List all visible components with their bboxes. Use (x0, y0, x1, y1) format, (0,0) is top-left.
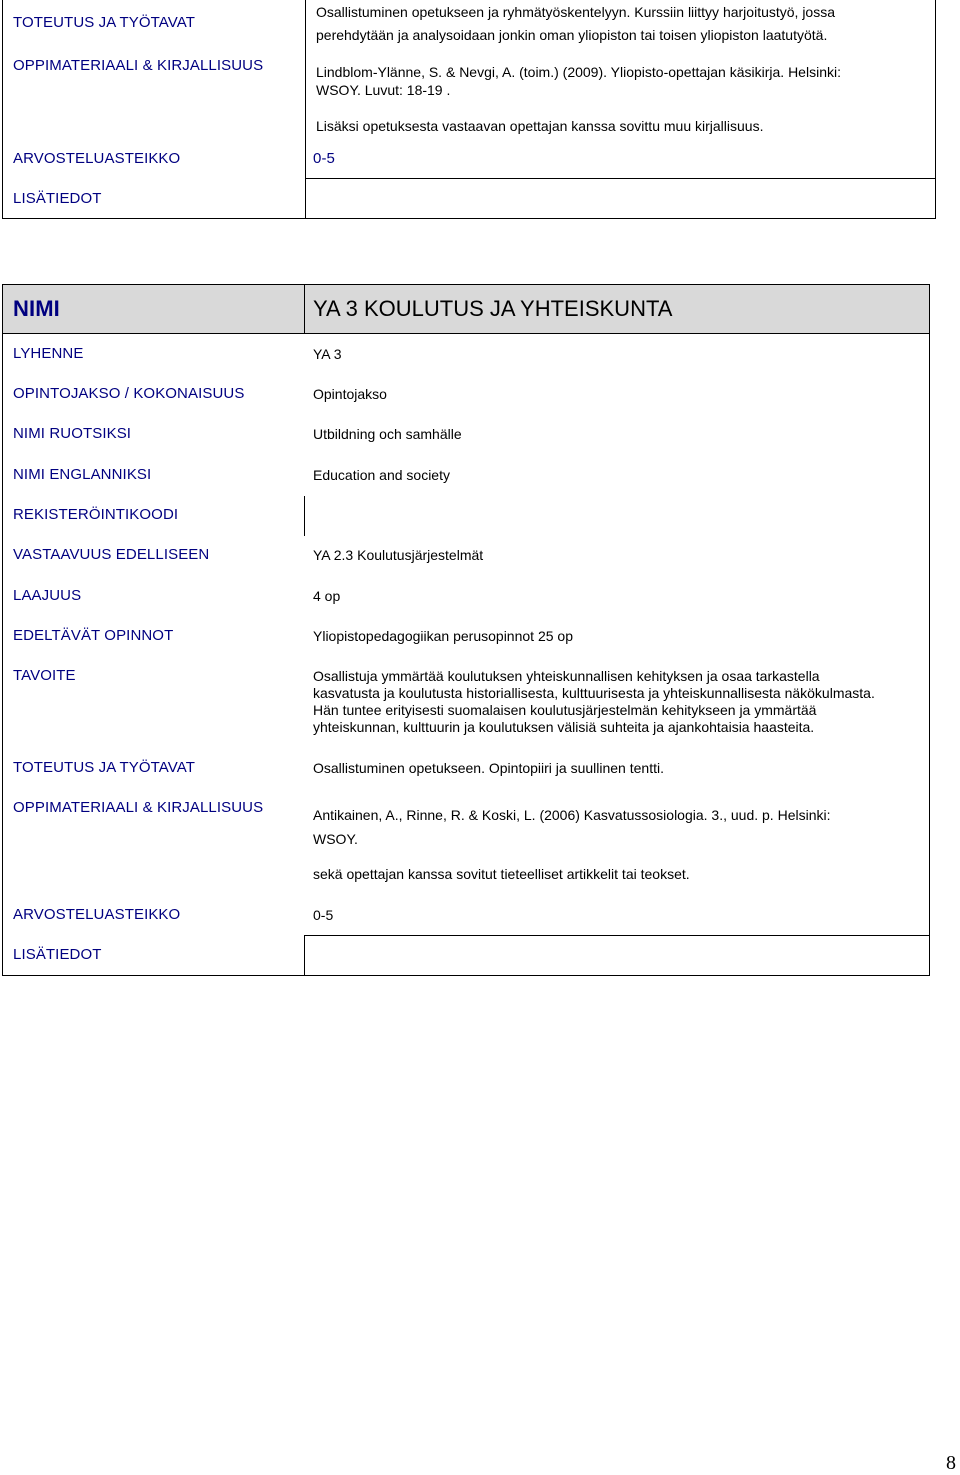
nimi-englanniksi-value: Education and society (313, 467, 450, 483)
tavoite-line-2: kasvatusta ja koulutusta historiallisesta, kulttuurisesta ja yhteiskunnallisesta näkökulmasta. (313, 685, 875, 701)
tavoite-line-4: yhteiskunnan, kulttuurin ja koulutuksen välisiä suhteita ja ajankohtaisia haasteita. (313, 719, 815, 735)
top-arvosteluasteikko-label: ARVOSTELUASTEIKKO (13, 150, 181, 167)
vastaavuus-value: YA 2.3 Koulutusjärjestelmät (313, 547, 484, 563)
tavoite-line-1: Osallistuja ymmärtää koulutuksen yhteiskunnallisen kehityksen ja osaa tarkastella (313, 668, 820, 684)
top-toteutus-line-1: Osallistuminen opetukseen ja ryhmätyöskentelyyn. Kurssiin liittyy harjoitustyö, jossa (316, 4, 836, 20)
lyhenne-label: LYHENNE (13, 345, 84, 362)
course-title: YA 3 KOULUTUS JA YHTEISKUNTA (313, 296, 673, 321)
top-oppimateriaali-label: OPPIMATERIAALI & KIRJALLISUUS (13, 57, 264, 74)
page-number: 8 (946, 1452, 956, 1474)
top-toteutus-line-2: perehdytään ja analysoidaan jonkin oman yliopiston tai toisen yliopiston laatutyötä. (316, 27, 828, 43)
arvosteluasteikko-value: 0-5 (313, 907, 334, 923)
top-oppimateriaali-line-2: WSOY. Luvut: 18-19 . (316, 82, 451, 98)
course-table-divider (304, 285, 305, 333)
vastaavuus-label: VASTAAVUUS EDELLISEEN (13, 546, 210, 563)
top-table-row-separator (305, 178, 936, 179)
lyhenne-value: YA 3 (313, 346, 342, 362)
course-header-label: NIMI (13, 296, 60, 321)
top-table-divider (305, 0, 306, 218)
opintojakso-value: Opintojakso (313, 386, 387, 402)
oppimateriaali-line-1: Antikainen, A., Rinne, R. & Koski, L. (2006) Kasvatussosiologia. 3., uud. p. Helsinki: (313, 807, 831, 823)
tavoite-label: TAVOITE (13, 667, 76, 684)
oppimateriaali-line-2: WSOY. (313, 831, 358, 847)
arvosteluasteikko-label: ARVOSTELUASTEIKKO (13, 906, 181, 923)
toteutus-value: Osallistuminen opetukseen. Opintopiiri ja suullinen tentti. (313, 760, 664, 776)
course-table-divider-lower (304, 496, 305, 536)
rekisterointikoodi-label: REKISTERÖINTIKOODI (13, 506, 179, 523)
course-lisatiedot-separator (304, 935, 930, 936)
top-oppimateriaali-line-3: Lisäksi opetuksesta vastaavan opettajan kanssa sovittu muu kirjallisuus. (316, 118, 764, 134)
course-header-separator (2, 333, 930, 334)
lisatiedot-label: LISÄTIEDOT (13, 946, 102, 963)
nimi-englanniksi-label: NIMI ENGLANNIKSI (13, 466, 152, 483)
toteutus-label: TOTEUTUS JA TYÖTAVAT (13, 759, 196, 776)
laajuus-value: 4 op (313, 588, 341, 604)
oppimateriaali-line-3: sekä opettajan kanssa sovitut tieteelliset artikkelit tai teokset. (313, 866, 690, 882)
nimi-ruotsiksi-value: Utbildning och samhälle (313, 426, 462, 442)
nimi-ruotsiksi-label: NIMI RUOTSIKSI (13, 425, 132, 442)
edeltavat-value: Yliopistopedagogiikan perusopinnot 25 op (313, 628, 573, 644)
top-oppimateriaali-line-1: Lindblom-Ylänne, S. & Nevgi, A. (toim.) (2009). Yliopisto-opettajan käsikirja. Helsinki: (316, 64, 841, 80)
tavoite-line-3: Hän tuntee erityisesti suomalaisen koulutusjärjestelmän kehitykseen ja ymmärtää (313, 702, 817, 718)
laajuus-label: LAAJUUS (13, 587, 82, 604)
course-table-divider-bottom (304, 935, 305, 976)
top-arvosteluasteikko-value: 0-5 (313, 150, 335, 167)
opintojakso-label: OPINTOJAKSO / KOKONAISUUS (13, 385, 245, 402)
top-lisatiedot-label: LISÄTIEDOT (13, 190, 102, 207)
oppimateriaali-label: OPPIMATERIAALI & KIRJALLISUUS (13, 799, 264, 816)
edeltavat-label: EDELTÄVÄT OPINNOT (13, 627, 174, 644)
top-toteutus-label: TOTEUTUS JA TYÖTAVAT (13, 14, 196, 31)
